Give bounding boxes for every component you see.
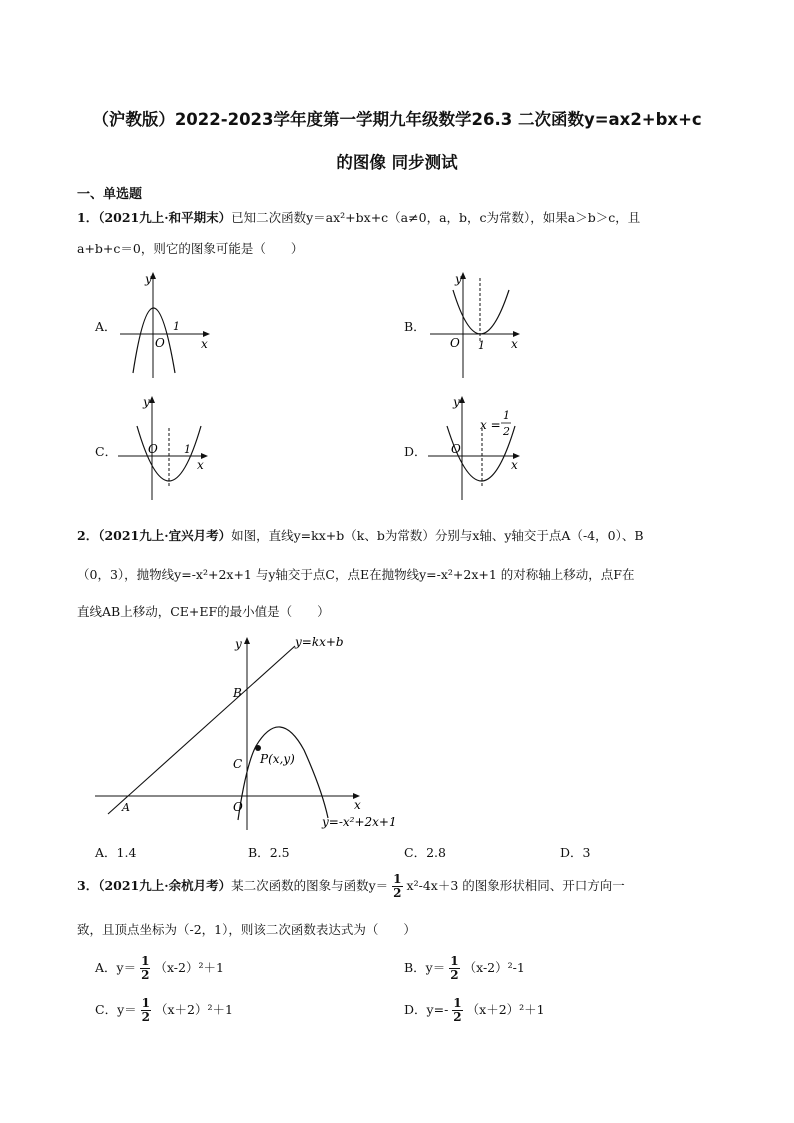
- x-label: x: [201, 337, 208, 351]
- q2-option-d-label: D．: [560, 845, 583, 860]
- y-label: y: [455, 272, 462, 286]
- q2-option-a-label: A．: [95, 845, 117, 860]
- parabola: [238, 727, 328, 820]
- q3-source: （2021九上·余杭月考）: [98, 878, 232, 893]
- y-label: y: [235, 637, 242, 651]
- q3-option-a[interactable]: [95, 955, 224, 982]
- q1-source: （2021九上·和平期末）: [98, 210, 232, 225]
- q3-text-1-post: x²-4x＋3 的图象形状相同、开口方向一: [406, 878, 625, 893]
- q2-option-b[interactable]: [248, 843, 290, 861]
- q3-option-a-fraction: $\frac{1}{2}$: [141, 954, 150, 982]
- q1-option-b-graph: [425, 268, 535, 383]
- y-label: y: [145, 272, 152, 286]
- origin-label: O: [148, 442, 158, 456]
- title-line-2: 的图像 同步测试: [336, 153, 458, 172]
- q3-option-a-label: A．y＝: [95, 960, 137, 975]
- q1-text-1: 已知二次函数y＝ax²+bx+c（a≠0，a，b，c为常数），如果a＞b＞c，且: [231, 210, 641, 225]
- q1-option-a-label[interactable]: A．: [95, 319, 117, 334]
- point-p-label: P(x,y): [260, 752, 295, 766]
- q3-line-2: 致，且顶点坐标为（-2，1），则该二次函数表达式为（ ）: [77, 922, 416, 937]
- q3-fraction: $\frac{1}{2}$: [393, 872, 402, 900]
- q2-figure: [90, 630, 400, 835]
- q1-number: 1．: [77, 210, 99, 225]
- q2-line-2: （0，3），抛物线y=-x²+2x+1 与y轴交于点C，点E在抛物线y=-x²+2x+1 的对称轴上移动，点F在: [77, 567, 635, 582]
- q1-option-c-graph: [115, 392, 215, 504]
- q2-line-1: [77, 526, 644, 544]
- q3-option-b-label: B．y＝: [404, 960, 446, 975]
- q3-option-a-rest: （x-2）²＋1: [154, 960, 224, 975]
- q3-option-c-rest: （x＋2）²＋1: [155, 1002, 233, 1017]
- y-label: y: [143, 395, 150, 409]
- q3-option-b[interactable]: [404, 955, 525, 982]
- q3-option-b-fraction: $\frac{1}{2}$: [450, 954, 459, 982]
- parabola-label: y=-x²+2x+1: [322, 815, 397, 829]
- tick-label: 1: [184, 443, 191, 456]
- parabola: [133, 308, 175, 373]
- q1-option-a-graph: [115, 268, 215, 383]
- title-line-1: （沪教版）2022-2023学年度第一学期九年级数学26.3 二次函数y=ax2+bx+c: [92, 110, 702, 129]
- q3-text-1-pre: 某二次函数的图象与函数y＝: [231, 878, 389, 893]
- x-label: x: [511, 337, 518, 351]
- q2-option-c-value: 2.8: [426, 845, 446, 860]
- q2-option-c[interactable]: [404, 843, 446, 861]
- x-label: x: [354, 798, 361, 812]
- q1-option-c-label[interactable]: C．: [95, 444, 118, 459]
- line-label: y=kx+b: [295, 635, 344, 649]
- q2-option-a[interactable]: [95, 843, 136, 861]
- q1-line-1: [77, 208, 640, 226]
- q1-option-b-label[interactable]: B．: [404, 319, 426, 334]
- point-b-label: B: [233, 686, 242, 700]
- q3-option-c-label: C．y＝: [95, 1002, 137, 1017]
- point-a-label: A: [122, 801, 130, 814]
- line-ab: [108, 646, 295, 814]
- q3-number: 3．: [77, 878, 99, 893]
- q3-option-b-rest: （x-2）²-1: [463, 960, 525, 975]
- q1-line-2: a+b+c＝0，则它的图象可能是（ ）: [77, 241, 304, 256]
- tick-label: 1: [478, 339, 485, 352]
- q1-option-d-graph: [425, 392, 535, 504]
- q2-option-d[interactable]: [560, 843, 590, 861]
- axis-eq-label: x =: [480, 418, 501, 432]
- q2-option-c-label: C．: [404, 845, 427, 860]
- q3-line-1: [77, 873, 625, 900]
- q3-option-d-label: D．y=: [404, 1002, 445, 1017]
- section-header: 一、单选题: [77, 187, 143, 202]
- q2-source: （2021九上·宜兴月考）: [98, 528, 232, 543]
- y-label: y: [453, 395, 460, 409]
- q2-option-b-value: 2.5: [269, 845, 290, 860]
- q2-option-b-label: B．: [248, 845, 270, 860]
- x-label: x: [511, 458, 518, 472]
- q2-text-1: 如图，直线y=kx+b（k、b为常数）分别与x轴、y轴交于点A（-4，0）、B: [231, 528, 644, 543]
- origin-label: O: [451, 442, 461, 456]
- tick-label: 1: [173, 320, 180, 333]
- parabola: [453, 290, 509, 334]
- q3-option-d-sign: -: [444, 1002, 449, 1017]
- point-p: [255, 745, 261, 751]
- y-axis-arrow: [149, 396, 155, 403]
- x-label: x: [197, 458, 204, 472]
- q3-option-d-rest: （x＋2）²＋1: [466, 1002, 545, 1017]
- origin-label: O: [155, 336, 165, 350]
- q3-option-d[interactable]: [404, 997, 545, 1024]
- axis-eq-den: 2: [503, 425, 510, 438]
- y-axis-arrow: [459, 396, 465, 403]
- q2-option-a-value: 1.4: [116, 845, 137, 860]
- q3-option-d-fraction: $\frac{1}{2}$: [453, 996, 462, 1024]
- q3-option-c-fraction: $\frac{1}{2}$: [141, 996, 150, 1024]
- q3-option-c[interactable]: [95, 997, 233, 1024]
- axis-eq-num: 1: [503, 409, 510, 422]
- q2-line-3: 直线AB上移动，CE+EF的最小值是（ ）: [77, 604, 330, 619]
- origin-label: O: [450, 336, 460, 350]
- point-c-label: C: [233, 757, 243, 771]
- q1-option-d-label[interactable]: D．: [404, 444, 427, 459]
- origin-label: O: [233, 800, 243, 814]
- q2-option-d-value: 3: [582, 845, 591, 860]
- q2-number: 2．: [77, 528, 99, 543]
- y-axis-arrow: [244, 637, 250, 644]
